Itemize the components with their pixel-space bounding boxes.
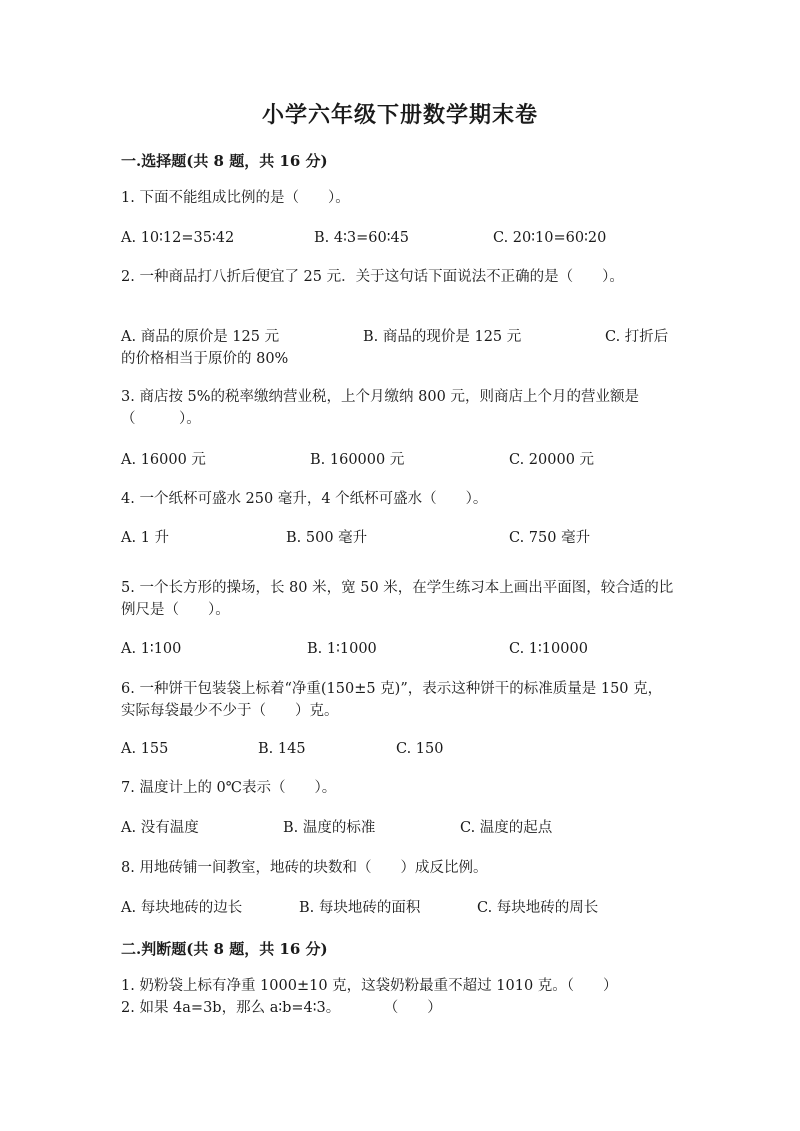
q2-option-a: A. 商品的原价是 125 元 bbox=[121, 329, 280, 345]
q8-option-a: A. 每块地砖的边长 bbox=[121, 900, 243, 916]
q2-option-c: C. 打折后 bbox=[605, 329, 669, 345]
judgement-item-2: 2. 如果 4a=3b，那么 a∶b=4∶3。 （ ） bbox=[121, 1000, 442, 1016]
q8-option-b: B. 每块地砖的面积 bbox=[299, 900, 421, 916]
q4-option-a: A. 1 升 bbox=[121, 530, 170, 546]
page-title: 小学六年级下册数学期末卷 bbox=[261, 102, 538, 128]
question-4: 4. 一个纸杯可盛水 250 毫升，4 个纸杯可盛水（ ）。 bbox=[121, 491, 488, 507]
q4-option-b: B. 500 毫升 bbox=[286, 530, 368, 546]
q4-option-c: C. 750 毫升 bbox=[509, 530, 591, 546]
question-5: 5. 一个长方形的操场，长 80 米，宽 50 米，在学生练习本上画出平面图，较合适的比例尺是（ ）。 bbox=[121, 580, 674, 618]
q6-option-b: B. 145 bbox=[258, 741, 306, 757]
question-8: 8. 用地砖铺一间教室，地砖的块数和（ ）成反比例。 bbox=[121, 860, 488, 876]
q3-option-c: C. 20000 元 bbox=[509, 452, 595, 468]
q1-option-a: A. 10∶12=35∶42 bbox=[121, 230, 235, 246]
section-heading-judgement: 二.判断题(共 8 题，共 16 分) bbox=[121, 940, 328, 958]
judgement-item-1: 1. 奶粉袋上标有净重 1000±10 克，这袋奶粉最重不超过 1010 克。（ ） bbox=[121, 978, 618, 994]
q6-option-c: C. 150 bbox=[396, 741, 444, 757]
q5-option-b: B. 1∶1000 bbox=[307, 641, 377, 657]
question-7: 7. 温度计上的 0℃表示（ ）。 bbox=[121, 780, 337, 796]
q8-option-c: C. 每块地砖的周长 bbox=[477, 900, 599, 916]
q7-option-c: C. 温度的起点 bbox=[460, 820, 553, 836]
q5-option-c: C. 1∶10000 bbox=[509, 641, 588, 657]
q7-option-a: A. 没有温度 bbox=[121, 820, 199, 836]
q1-option-c: C. 20∶10=60∶20 bbox=[493, 230, 607, 246]
q2-option-b: B. 商品的现价是 125 元 bbox=[363, 329, 522, 345]
question-2: 2. 一种商品打八折后便宜了 25 元．关于这句话下面说法不正确的是（ ）。 bbox=[121, 269, 624, 285]
question-1: 1. 下面不能组成比例的是（ ）。 bbox=[121, 190, 350, 206]
q2-option-c-cont: 的价格相当于原价的 80% bbox=[121, 351, 289, 367]
q5-option-a: A. 1∶100 bbox=[121, 641, 182, 657]
q7-option-b: B. 温度的标准 bbox=[283, 820, 376, 836]
q6-option-a: A. 155 bbox=[121, 741, 169, 757]
section-heading-choice: 一.选择题(共 8 题，共 16 分) bbox=[121, 152, 328, 170]
q3-option-b: B. 160000 元 bbox=[310, 452, 405, 468]
q1-option-b: B. 4∶3=60∶45 bbox=[314, 230, 409, 246]
question-3: 3. 商店按 5%的税率缴纳营业税，上个月缴纳 800 元，则商店上个月的营业额是（ ）。 bbox=[121, 389, 639, 427]
question-6: 6. 一种饼干包装袋上标着“净重(150±5 克)”，表示这种饼干的标准质量是 150 克，实际每袋最少不少于（ ）克。 bbox=[121, 681, 663, 719]
q3-option-a: A. 16000 元 bbox=[121, 452, 206, 468]
